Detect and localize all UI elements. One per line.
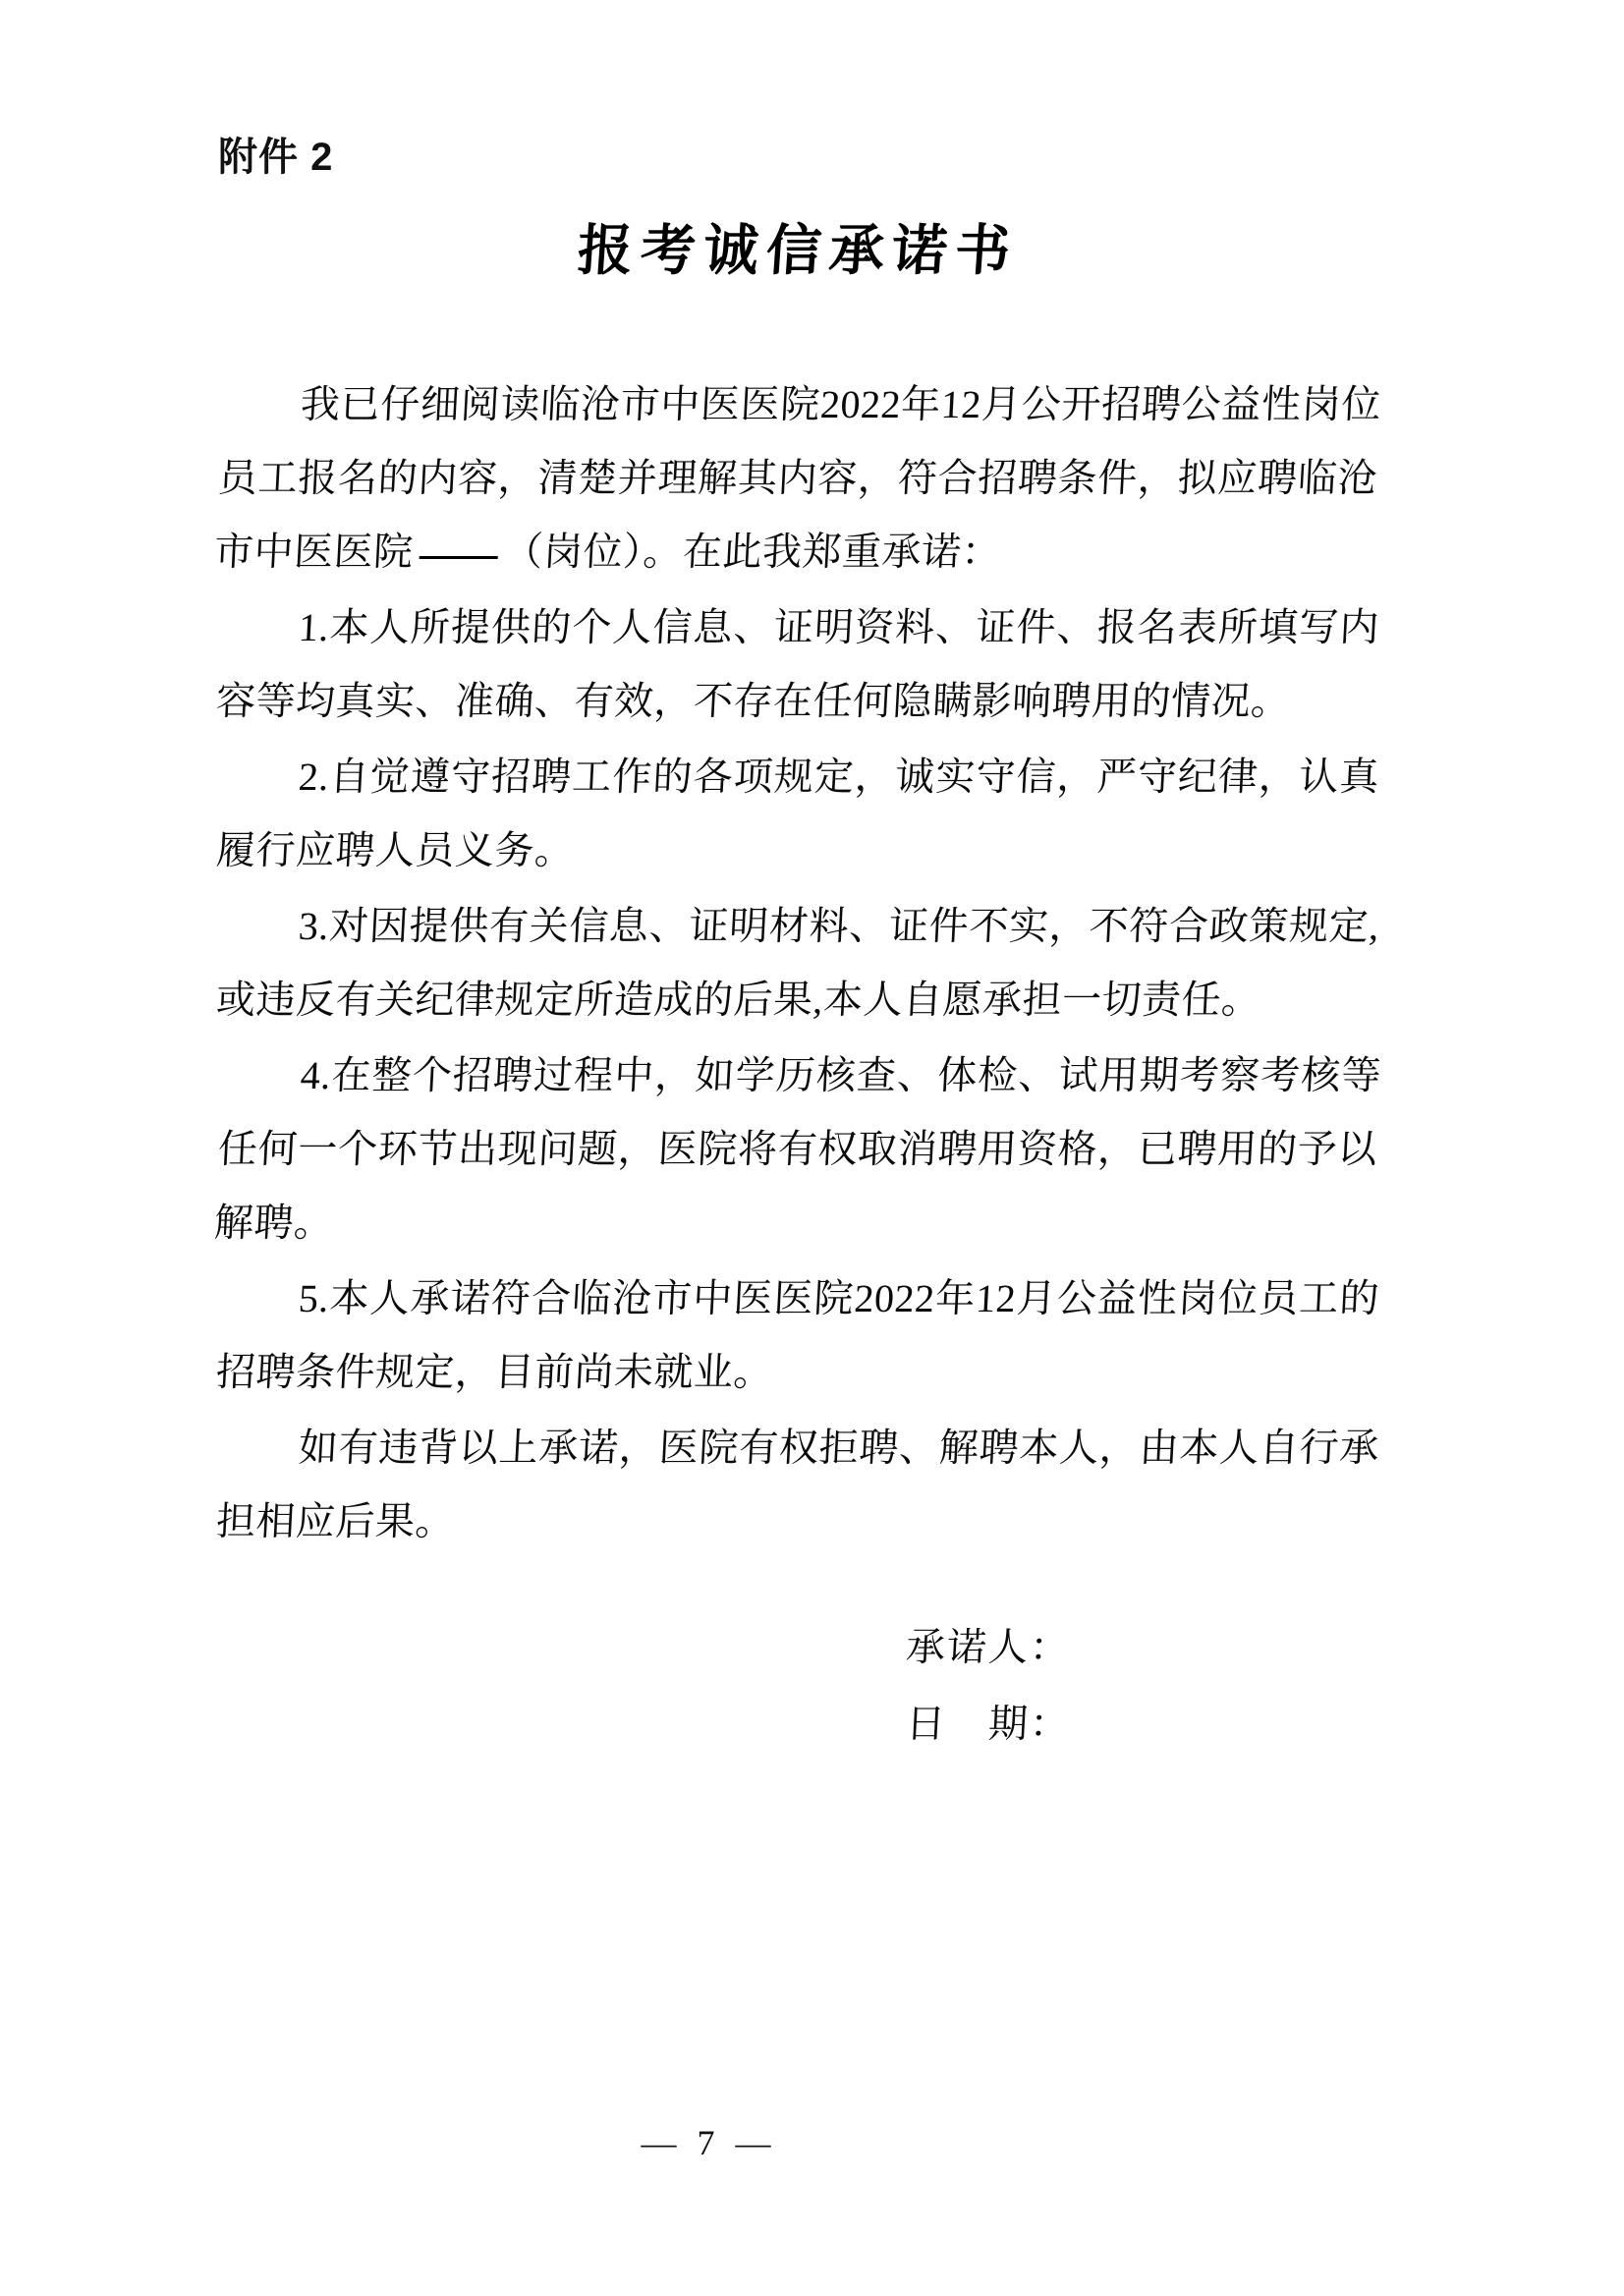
paragraph-item-3: 3.对因提供有关信息、证明材料、证件不实，不符合政策规定,或违反有关纪律规定所造成的后果,本人自愿承担一切责任。 (214, 904, 1381, 1023)
attachment-label: 附件 2 (218, 136, 334, 179)
signature-block (218, 1609, 1377, 1763)
paragraph-intro-part2: （岗位）。在此我郑重承诺： (502, 530, 1003, 575)
promisor-signature-label: 承诺人： (904, 1625, 1073, 1670)
paragraph-item-4: 4.在整个招聘过程中，如学历核查、体检、试用期考察考核等任何一个环节出现问题，医院将有权取消聘用资格，已聘用的予以解聘。 (212, 1053, 1383, 1246)
paragraph-item-1: 1.本人所提供的个人信息、证明资料、证件、报名表所填写内容等均真实、准确、有效，不存在任何隐瞒影响聘用的情况。 (214, 605, 1381, 724)
date-label: 日 期： (904, 1702, 1073, 1747)
paragraph-intro-part1: 我已仔细阅读临沧市中医医院2022年12月公开招聘公益性岗位员工报名的内容，清楚并理解其内容，符合招聘条件，拟应聘临沧市中医医院 (212, 382, 1383, 575)
paragraph-intro (212, 367, 1383, 588)
paragraph-closing: 如有违背以上承诺，医院有权拒聘、解聘本人，由本人自行承担相应后果。 (214, 1426, 1381, 1544)
document-content (212, 0, 1383, 1763)
paragraph-item-5: 5.本人承诺符合临沧市中医医院2022年12月公益性岗位员工的招聘条件规定，目前尚未就业。 (214, 1276, 1381, 1395)
position-blank-field[interactable] (419, 556, 497, 559)
body-text (212, 367, 1383, 1558)
page-number-footer: — 7 — (641, 2123, 777, 2162)
page-title: 报考诚信承诺书 (575, 221, 1021, 282)
paragraph-item-2: 2.自觉遵守招聘工作的各项规定，诚实守信，严守纪律，认真履行应聘人员义务。 (214, 755, 1381, 873)
